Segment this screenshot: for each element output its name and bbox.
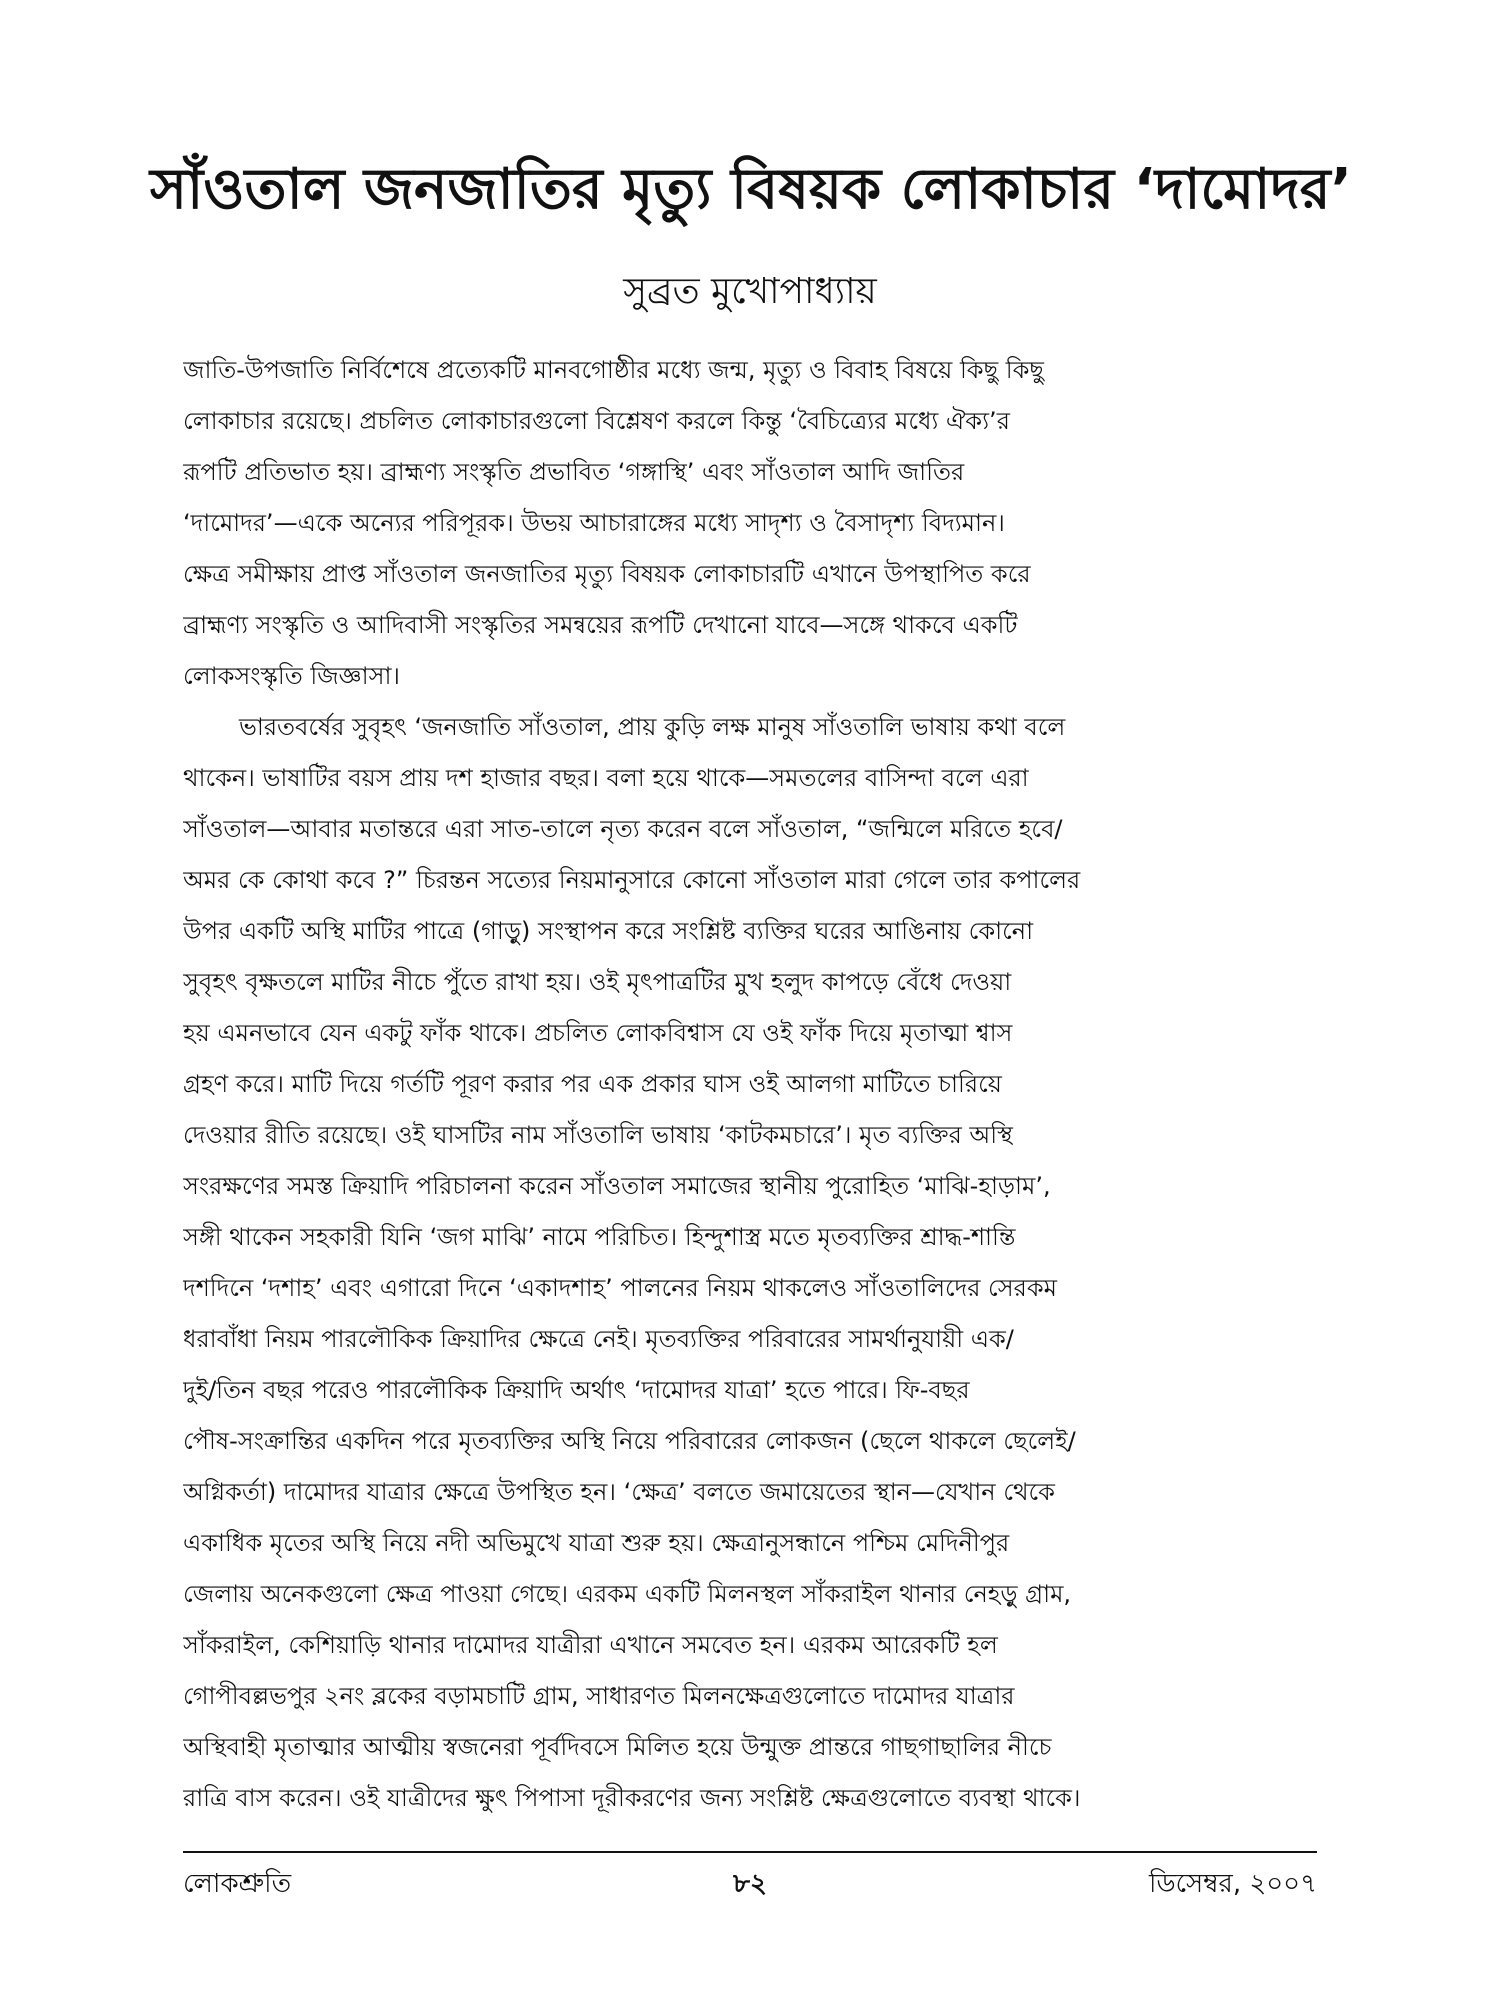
footer-journal-name: লোকশ্রুতি bbox=[183, 1869, 292, 1899]
article-author: সুব্রত মুখোপাধ্যায় bbox=[623, 271, 877, 312]
body-line: সংরক্ষণের সমস্ত ক্রিয়াদি পরিচালনা করেন সাঁওতাল সমাজের স্থানীয় পুরোহিত ‘মাঝি-হাড়াম’, bbox=[183, 1172, 1051, 1200]
body-line: থাকেন। ভাষাটির বয়স প্রায় দশ হাজার বছর। বলা হয়ে থাকে—সমতলের বাসিন্দা বলে এরা bbox=[183, 764, 1029, 792]
body-line: ভারতবর্ষের সুবৃহৎ ‘জনজাতি সাঁওতাল, প্রায় কুড়ি লক্ষ মানুষ সাঁওতালি ভাষায় কথা বলে bbox=[239, 713, 1066, 741]
body-line: দুই/তিন বছর পরেও পারলৌকিক ক্রিয়াদি অর্থাৎ ‘দামোদর যাত্রা’ হতে পারে। ফি-বছর bbox=[183, 1376, 970, 1404]
body-line: জাতি-উপজাতি নির্বিশেষে প্রত্যেকটি মানবগোষ্ঠীর মধ্যে জন্ম, মৃত্যু ও বিবাহ বিষয়ে কিছু কিছু bbox=[183, 356, 1044, 384]
body-line: দেওয়ার রীতি রয়েছে। ওই ঘাসটির নাম সাঁওতালি ভাষায় ‘কাটকমচারে’। মৃত ব্যক্তির অস্থি bbox=[183, 1121, 1013, 1149]
footer-date: ডিসেম্বর, ২০০৭ bbox=[1149, 1869, 1317, 1899]
body-line: সাঁকরাইল, কেশিয়াড়ি থানার দামোদর যাত্রীরা এখানে সমবেত হন। এরকম আরেকটি হল bbox=[183, 1631, 998, 1659]
body-line: পৌষ-সংক্রান্তির একদিন পরে মৃতব্যক্তির অস্থি নিয়ে পরিবারের লোকজন (ছেলে থাকলে ছেলেই/ bbox=[183, 1427, 1076, 1455]
body-line: ধরাবাঁধা নিয়ম পারলৌকিক ক্রিয়াদির ক্ষেত্রে নেই। মৃতব্যক্তির পরিবারের সামর্থানুযায়ী এক/ bbox=[183, 1325, 1014, 1353]
body-line: লোকসংস্কৃতি জিজ্ঞাসা। bbox=[183, 662, 401, 690]
body-line: একাধিক মৃতের অস্থি নিয়ে নদী অভিমুখে যাত্রা শুরু হয়। ক্ষেত্রানুসন্ধানে পশ্চিম মেদিনীপুর bbox=[183, 1529, 1010, 1557]
body-line: ক্ষেত্র সমীক্ষায় প্রাপ্ত সাঁওতাল জনজাতির মৃত্যু বিষয়ক লোকাচারটি এখানে উপস্থাপিত করে bbox=[183, 560, 1031, 588]
page-number: ৮২ bbox=[733, 1869, 767, 1899]
body-line: উপর একটি অস্থি মাটির পাত্রে (গাড়ু) সংস্থাপন করে সংশ্লিষ্ট ব্যক্তির ঘরের আঙিনায় কোনো bbox=[183, 917, 1034, 945]
body-line: লোকাচার রয়েছে। প্রচলিত লোকাচারগুলো বিশ্লেষণ করলে কিন্তু ‘বৈচিত্র্যের মধ্যে ঐক্য’র bbox=[183, 407, 1010, 435]
body-line: সঙ্গী থাকেন সহকারী যিনি ‘জগ মাঝি’ নামে পরিচিত। হিন্দুশাস্ত্র মতে মৃতব্যক্তির শ্রাদ্ধ-শান্তি bbox=[183, 1223, 1016, 1251]
body-line: সাঁওতাল—আবার মতান্তরে এরা সাত-তালে নৃত্য করেন বলে সাঁওতাল, “জন্মিলে মরিতে হবে/ bbox=[183, 815, 1063, 843]
body-line: জেলায় অনেকগুলো ক্ষেত্র পাওয়া গেছে। এরকম একটি মিলনস্থল সাঁকরাইল থানার নেহড়ু গ্রাম, bbox=[183, 1580, 1072, 1608]
footer-rule bbox=[183, 1851, 1317, 1853]
body-line: রাত্রি বাস করেন। ওই যাত্রীদের ক্ষুৎ পিপাসা দূরীকরণের জন্য সংশ্লিষ্ট ক্ষেত্রগুলোতে ব্যবস্থা থাকে। bbox=[183, 1784, 1081, 1812]
body-line: গোপীবল্লভপুর ২নং ব্লকের বড়ামচাটি গ্রাম, সাধারণত মিলনক্ষেত্রগুলোতে দামোদর যাত্রার bbox=[183, 1682, 1015, 1710]
body-line: অস্থিবাহী মৃতাত্মার আত্মীয় স্বজনেরা পূর্বদিবসে মিলিত হয়ে উন্মুক্ত প্রান্তরে গাছগাছালির নীচে bbox=[183, 1733, 1052, 1761]
body-line: হয় এমনভাবে যেন একটু ফাঁক থাকে। প্রচলিত লোকবিশ্বাস যে ওই ফাঁক দিয়ে মৃতাত্মা শ্বাস bbox=[183, 1019, 1013, 1047]
body-line: দশদিনে ‘দশাহ’ এবং এগারো দিনে ‘একাদশাহ’ পালনের নিয়ম থাকলেও সাঁওতালিদের সেরকম bbox=[183, 1274, 1057, 1302]
body-line: ‘দামোদর’—একে অন্যের পরিপূরক। উভয় আচারাঙ্গের মধ্যে সাদৃশ্য ও বৈসাদৃশ্য বিদ্যমান। bbox=[183, 509, 1005, 537]
body-line: সুবৃহৎ বৃক্ষতলে মাটির নীচে পুঁতে রাখা হয়। ওই মৃৎপাত্রটির মুখ হলুদ কাপড়ে বেঁধে দেওয়া bbox=[183, 968, 1012, 996]
article-title: সাঁওতাল জনজাতির মৃত্যু বিষয়ক লোকাচার ‘দামোদর’ bbox=[150, 157, 1352, 222]
body-line: রূপটি প্রতিভাত হয়। ব্রাহ্মণ্য সংস্কৃতি প্রভাবিত ‘গঙ্গাস্থি’ এবং সাঁওতাল আদি জাতির bbox=[183, 458, 965, 486]
body-line: অমর কে কোথা কবে ?” চিরন্তন সত্যের নিয়মানুসারে কোনো সাঁওতাল মারা গেলে তার কপালের bbox=[183, 866, 1081, 894]
article-body bbox=[183, 345, 1317, 1824]
body-line: অগ্নিকর্তা) দামোদর যাত্রার ক্ষেত্রে উপস্থিত হন। ‘ক্ষেত্র’ বলতে জমায়েতের স্থান—যেখান থেকে bbox=[183, 1478, 1055, 1506]
body-line: ব্রাহ্মণ্য সংস্কৃতি ও আদিবাসী সংস্কৃতির সমন্বয়ের রূপটি দেখানো যাবে—সঙ্গে থাকবে একটি bbox=[183, 611, 1018, 639]
body-line: গ্রহণ করে। মাটি দিয়ে গর্তটি পূরণ করার পর এক প্রকার ঘাস ওই আলগা মাটিতে চারিয়ে bbox=[183, 1070, 1002, 1098]
